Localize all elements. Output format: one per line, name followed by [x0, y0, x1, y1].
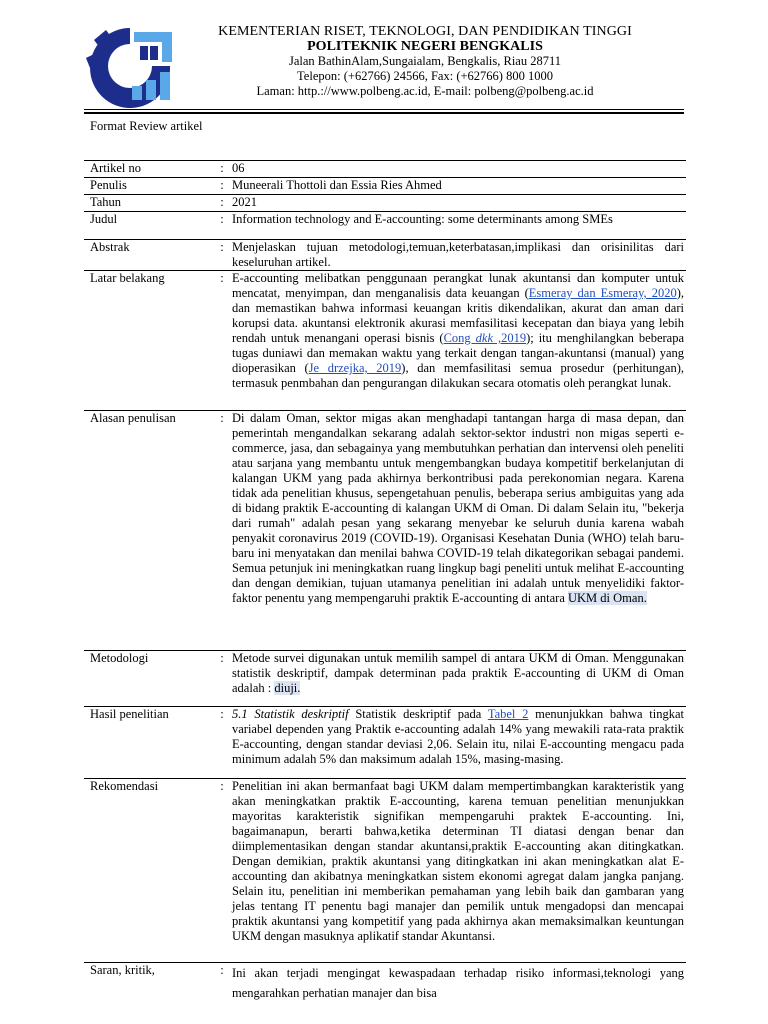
citation-cong-link[interactable]: Cong dkk ,2019 [443, 331, 527, 345]
value-abstrak: Menjelaskan tujuan metodologi,temuan,keterbatasan,implikasi dan orisinilitas dari keseluruhan artikel. [232, 240, 684, 269]
label-hasil-penelitian: Hasil penelitian [90, 707, 169, 721]
hasil-text-1: Statistik deskriptif pada [348, 707, 488, 721]
citation-esmeray-link[interactable]: Esmeray dan Esmeray, 2020 [528, 286, 677, 300]
value-penulis: Muneerali Thottoli dan Essia Ries Ahmed [232, 178, 442, 192]
value-alasan-penulisan [230, 411, 684, 650]
value-rekomendasi: Penelitian ini akan bermanfaat bagi UKM dalam mempertimbangkan karakteristik yang akan meningkatkan praktik E-accounting, karena temuan penelitian menunjukkan mayoritas karakteristik signifikan mempengaruhi praktek E-accounting. Ini, bagaimanapun, berarti bahwa,ketika determinan TI diatasi dengan benar dan diimplementasikan dengan standar akuntansi,praktik E-accounting akan ditingkatkan. Dengan demikian, praktik akuntansi yang ditingkatkan ini akan meningkatkan alat E-accounting dan akibatnya meningkatkan sistem ekonomi agregat dalam jangka panjang. Selain itu, penelitian ini memberikan pemahaman yang lebih baik dan gambaran yang jelas tentang IT penentu bagi manajer dan pemilik untuk mengadopsi dan mencapai praktik akuntansi yang kompetitif yang pada akhirnya akan memaksimalkan keuntungan UKM dengan masuknya aplikatif standar Akuntansi. [232, 779, 684, 943]
row-judul [84, 211, 686, 239]
row-artikel-no [84, 160, 686, 177]
colon: : [220, 779, 224, 793]
label-latar-belakang: Latar belakang [90, 271, 165, 285]
colon: : [220, 161, 224, 175]
value-judul: Information technology and E-accounting: some determinants among SMEs [232, 212, 613, 226]
label-penulis: Penulis [90, 178, 127, 192]
row-tahun [84, 194, 686, 211]
colon: : [220, 271, 224, 285]
hasil-section-heading: 5.1 Statistik deskriptif [232, 707, 349, 721]
web-email-line: Laman: http.://www.polbeng.ac.id, E-mail: polbeng@polbeng.ac.id [256, 84, 594, 98]
ministry-name: KEMENTERIAN RISET, TEKNOLOGI, DAN PENDIDIKAN TINGGI [218, 24, 632, 39]
row-saran-kritik [84, 962, 686, 1003]
value-artikel-no: 06 [232, 161, 245, 175]
colon: : [220, 707, 224, 721]
institution-name: POLITEKNIK NEGERI BENGKALIS [307, 39, 543, 54]
metodologi-text: Metode survei digunakan untuk memilih sampel di antara UKM di Oman. Menggunakan statistik deskriptif, dampak determinan pada praktik E-accounting di UKM di Oman adalah : [232, 651, 684, 695]
phone-line: Telepon: (+62766) 24566, Fax: (+62766) 800 1000 [297, 69, 553, 83]
row-hasil-penelitian [84, 706, 686, 778]
value-tahun: 2021 [232, 195, 257, 209]
label-alasan-penulisan: Alasan penulisan [90, 411, 176, 425]
label-abstrak: Abstrak [90, 240, 130, 254]
metodologi-highlight: diuji. [274, 681, 301, 695]
row-abstrak [84, 239, 686, 270]
value-latar-belakang [230, 271, 684, 410]
colon: : [220, 178, 224, 192]
row-alasan-penulisan [84, 410, 686, 650]
alasan-text: Di dalam Oman, sektor migas akan menghadapi tantangan harga di masa depan, dan pemerintah mengandalkan sekarang adalah sektor-sektor industri non migas seperti e-commerce, jasa, dan sebagainya yang membutuhkan perhatian dan intervensi oleh peneliti atau sarjana yang membantu untuk mengembangkan budaya kompetitif berkelanjutan di kalangan UKM yang pada akhirnya berkontribusi pada perekonomian negara. Karena tidak ada penelitian khusus, sepengetahuan penulis, beberapa serius ambiguitas yang ada di bidang praktik E-accounting di kalangan UKM di Oman. Di dalam Selain itu, "bekerja dari rumah" adalah pesan yang sekarang menyebar ke seluruh dunia karena wabah penyakit coronavirus 2019 (COVID-19). Organisasi Kesehatan Dunia (WHO) telah baru-baru ini menyatakan dan menilai bahwa COVID-19 telah dikategorikan sebagai pandemi. Semua petunjuk ini meningkatkan ruang lingkup bagi peneliti untuk melihat E-accounting dan dengan demikian, tujuan utamanya penelitian ini adalah untuk menyelidiki faktor-faktor penentu yang mempengaruhi praktik E-accounting di antara [232, 411, 684, 605]
colon: : [220, 963, 224, 977]
colon: : [220, 240, 224, 254]
colon: : [220, 411, 224, 425]
review-table [84, 160, 686, 1003]
row-rekomendasi [84, 778, 686, 962]
value-metodologi [230, 651, 684, 706]
latar-text-2: ), dan memastikan bahwa informasi keuangan kritis dikendalikan, akurat dan aman dari korupsi data. akuntansi elektronik akurasi memfasilitasi kecepatan dan biaya yang lebih rendah untuk menangani operasi bisnis ( [232, 286, 684, 345]
citation-jedrzejka-link[interactable]: Je drzejka, 2019 [308, 361, 402, 375]
row-metodologi [84, 650, 686, 706]
format-title: Format Review artikel [90, 119, 203, 133]
label-tahun: Tahun [90, 195, 122, 209]
polbeng-logo [82, 22, 178, 110]
address-line: Jalan BathinAlam,Sungaialam, Bengkalis, Riau 28711 [288, 54, 562, 68]
value-saran-kritik: Ini akan terjadi mengingat kewaspadaan terhadap risiko informasi,teknologi yang mengarahkan perhatian manajer dan bisa [232, 966, 684, 1000]
header-rule-thin [84, 109, 684, 110]
label-judul: Judul [90, 212, 118, 226]
label-metodologi: Metodologi [90, 651, 149, 665]
colon: : [220, 195, 224, 209]
letterhead [0, 0, 768, 120]
row-latar-belakang [84, 270, 686, 410]
label-saran-kritik: Saran, kritik, [90, 963, 155, 977]
tabel-2-link[interactable]: Tabel 2 [487, 707, 529, 721]
row-penulis [84, 177, 686, 194]
label-rekomendasi: Rekomendasi [90, 779, 159, 793]
header-rule-thick [84, 112, 684, 114]
label-artikel-no: Artikel no [90, 161, 142, 175]
latar-text-3: ); itu menghilangkan beberapa tugas duniawi dan memakan waktu yang terkait dengan tangan-akuntansi (manual) yang dioperasikan ( [232, 331, 685, 375]
latar-text-4: ), dan memfasilitasi semua prosedur (perhitungan), termasuk penmbahan dan pengurangan dilakukan secara otomatis oleh perangkat lunak. [232, 361, 684, 390]
colon: : [220, 651, 224, 665]
latar-text-1: E-accounting melibatkan penggunaan perangkat lunak akuntansi dan komputer untuk mencatat, menyimpan, dan menganalisis data keuangan ( [232, 271, 684, 300]
alasan-highlight: UKM di Oman. [568, 591, 647, 605]
hasil-text-2: menunjukkan bahwa tingkat variabel dependen yang Praktik e-accounting adalah 14% yang mewakili rata-rata praktik E-accounting, dengan standar deviasi 2,06. Selain itu, nilai E-accounting mengacu pada minimum adalah 5% dan maksimum adalah 15%, masing-masing. [232, 707, 685, 766]
value-hasil-penelitian [230, 707, 684, 778]
colon: : [220, 212, 224, 226]
